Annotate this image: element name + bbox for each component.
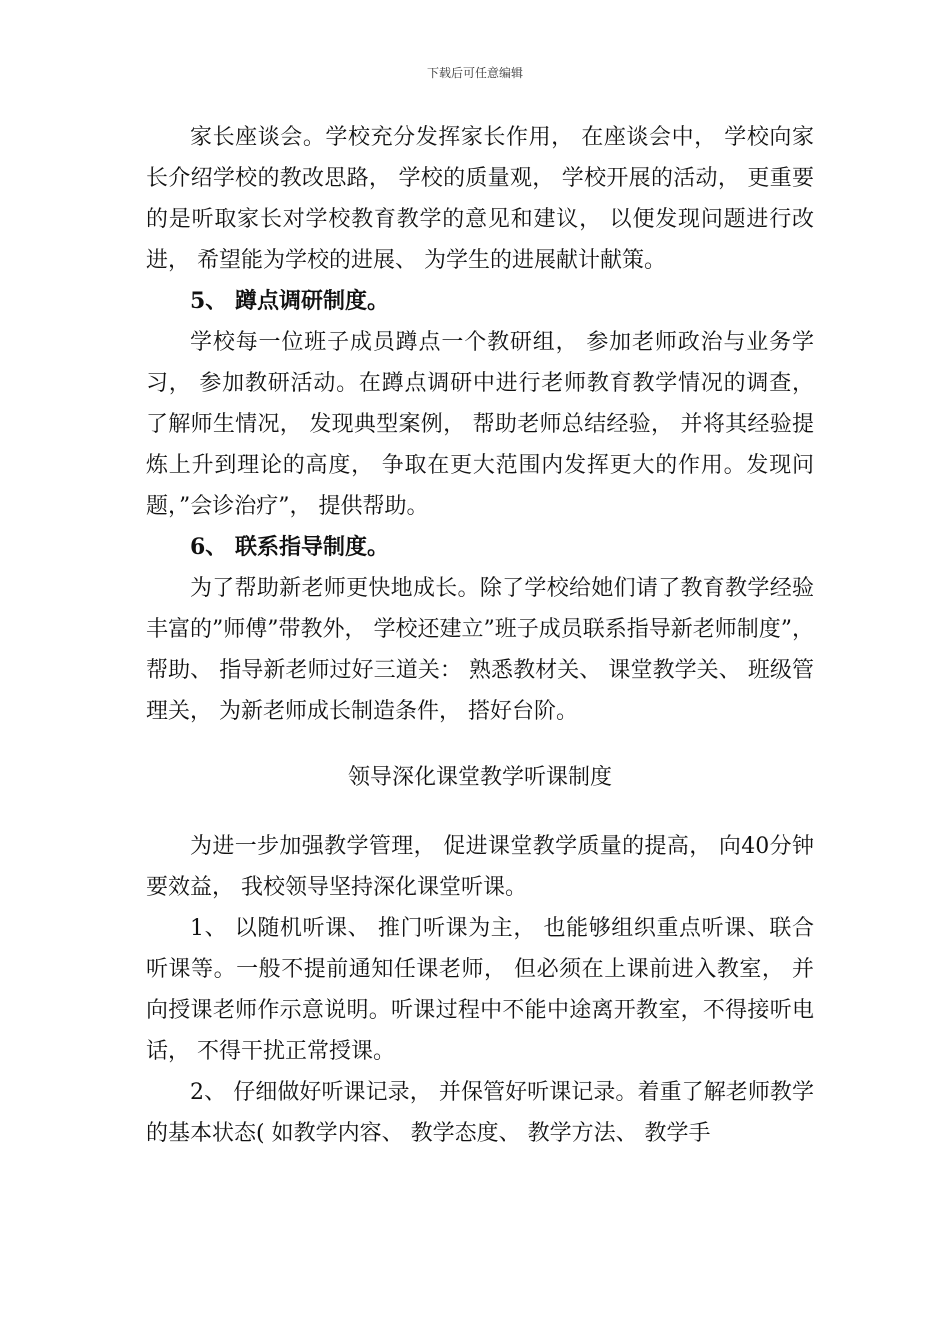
- paragraph-parent-meeting: 家长座谈会。学校充分发挥家长作用， 在座谈会中， 学校向家长介绍学校的教改思路， 学校的质量观， 学校开展的活动， 更重要的是听取家长对学校教育教学的意见和建议， 以便发现问题进行改进， 希望能为学校的进展、 为学生的进展献计献策。: [146, 125, 814, 273]
- paragraph-item-1: 1、 以随机听课、 推门听课为主， 也能够组织重点听课、联合听课等。一般不提前通知任课老师， 但必须在上课前进入教室， 并向授课老师作示意说明。听课过程中不能中途离开教室，不得接听电话， 不得干扰正常授课。: [146, 916, 814, 1064]
- paragraph-intro: 为进一步加强教学管理， 促进课堂教学质量的提高， 向40分钟要效益， 我校领导坚持深化课堂听课。: [146, 834, 814, 900]
- heading-item-5: 5、 蹲点调研制度。: [190, 288, 389, 314]
- paragraph-mentor-system: 为了帮助新老师更快地成长。除了学校给她们请了教育教学经验丰富的”师傅”带教外， 学校还建立”班子成员联系指导新老师制度”， 帮助、 指导新老师过好三道关： 熟悉教材关、 课堂教学关、 班级管理关， 为新老师成长制造条件， 搭好台阶。: [146, 576, 814, 724]
- paragraph-item-2: 2、 仔细做好听课记录， 并保管好听课记录。着重了解老师教学的基本状态( 如教学内容、 教学态度、 教学方法、 教学手: [146, 1080, 814, 1146]
- document-body: [146, 117, 814, 1154]
- heading-item-6: 6、 联系指导制度。: [190, 534, 389, 560]
- page-header: 下载后可任意编辑: [426, 66, 523, 80]
- paragraph-research-system: 学校每一位班子成员蹲点一个教研组， 参加老师政治与业务学习， 参加教研活动。在蹲点调研中进行老师教育教学情况的调查， 了解师生情况， 发现典型案例， 帮助老师总结经验， 并将其经验提炼上升到理论的高度， 争取在更大范围内发挥更大的作用。发现问题，”会诊治疗”， 提供帮助。: [146, 330, 814, 519]
- section-title: 领导深化课堂教学听课制度: [347, 765, 612, 790]
